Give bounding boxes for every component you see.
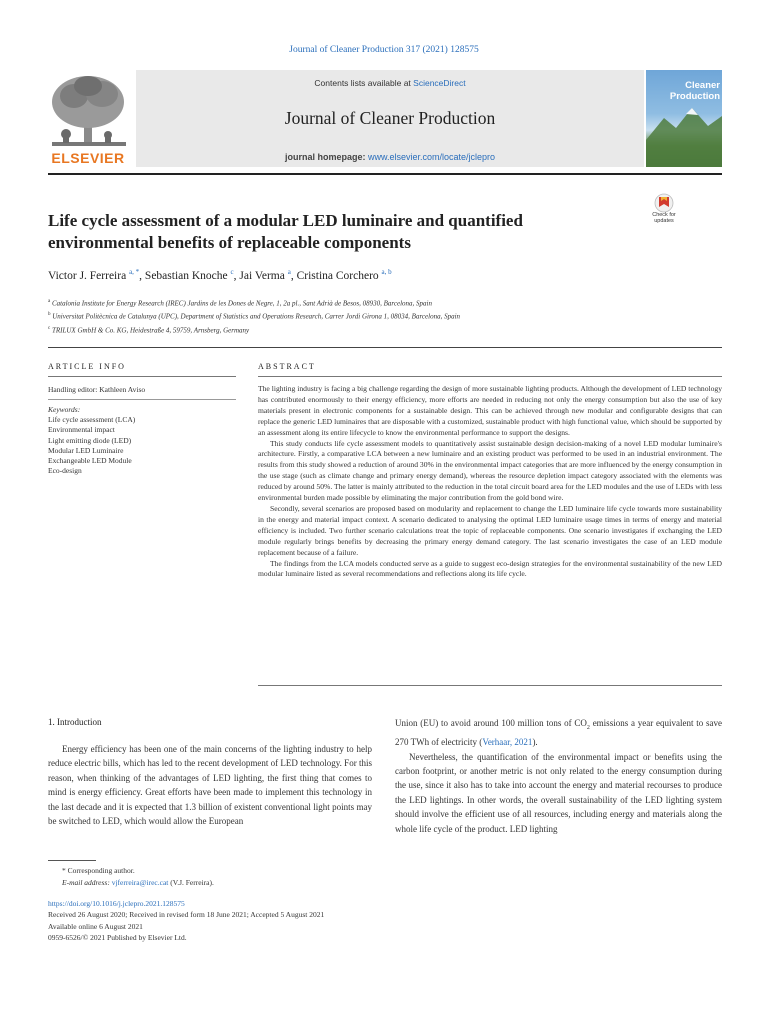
cover-landscape [646,70,722,167]
affiliation-marks[interactable]: a [287,268,291,276]
affiliation-marks[interactable]: a, b [381,268,392,276]
citation-link[interactable]: Verhaar, 2021 [482,737,533,748]
footnotes [48,865,448,888]
publication-info [48,898,548,943]
abstract-rule [258,376,722,377]
keyword-item: Life cycle assessment (LCA) [48,415,136,425]
article-info-heading: ARTICLE INFO [48,362,126,371]
affiliation-marks[interactable]: c [230,268,234,276]
check-for-updates-label[interactable]: Check for updates [652,212,676,224]
contents-availability: Contents lists available at ScienceDirect [314,78,466,88]
keyword-item: Exchangeable LED Module [48,456,132,466]
article-title: Life cycle assessment of a modular LED luminaire and quantified environmental benefits of replaceable components [48,211,523,252]
keywords-heading: Keywords: [48,405,81,414]
author-list: Victor J. Ferreira $^{a, *}$, Sebastian Knoche $^c$, Jai Verma $^a$, Cristina Corchero $^{a, b}$ [48,268,392,282]
body-paragraph: Energy efficiency has been one of the main concerns of the lighting industry to help reduce electric bills, which has led to the recent development of LED technology. For this reason, when thinking of the advantages of LED lighting, the first thing that comes to mind is energy efficiency. Great efforts have been made to implement this technology in the last decade and it is expected that 1.3 billion of existent conventional light points may be switched to LED, which would allow the European [48,744,372,827]
abstract-bottom-rule [258,685,722,686]
keywords-list [48,405,236,476]
body-paragraph: Nevertheless, the quantification of the environmental impact or benefits using the carbon footprint, or another metric is not only related to the energy consumption during the use, since it also has to take into account the energy and material recourses to produce the LED lightings. In other words, the overall sustainability of the LED lighting system should involve the efficient use of all resources, including energy and materials along the whole life cycle of the product. LED lighting [395,751,722,834]
email-link[interactable]: vjferreira@irec.cat [111,877,169,887]
journal-reference-link[interactable]: Journal of Cleaner Production 317 (2021) 128575 [289,45,479,55]
email-note: E-mail address: vjferreira@irec.cat (V.J. Ferreira). [62,877,214,887]
abstract-heading: ABSTRACT [258,362,316,371]
author-name[interactable]: Cristina Corchero [296,269,379,282]
cover-title: Cleaner Production [669,80,720,102]
keyword-item: Environmental impact [48,425,115,435]
introduction-left-column [48,742,372,828]
affiliation-marks[interactable]: a, * [129,268,140,276]
available-online-date: Available online 6 August 2021 [48,921,143,931]
journal-homepage: journal homepage: www.elsevier.com/locate/jclepro [284,152,496,162]
elsevier-wordmark[interactable]: ELSEVIER [51,150,125,166]
doi-link[interactable]: https://doi.org/10.1016/j.jclepro.2021.128575 [48,899,185,908]
header-rule [48,173,722,175]
journal-homepage-link[interactable]: www.elsevier.com/locate/jclepro [367,152,496,162]
affiliations [48,296,708,336]
affiliation-item: $^c$ TRILUX GmbH & Co. KG, Heidestraße 4, 59759, Arnsberg, Germany [48,325,250,334]
article-info-rule [48,376,236,377]
abstract-paragraph: The findings from the LCA models conducted serve as a guide to suggest eco-design strategies for the environmental sustainability of the new LED modular luminaire listed as several recommendations and reflections along its life cycle. [258,558,722,579]
introduction-heading: 1. Introduction [48,717,102,727]
affiliation-item: $^b$ Universitat Politècnica de Catalunya (UPC), Department of Statistics and Operations Research, Carrer Jordi Girona 1, 08034, Barcelona, Spain [48,312,461,321]
footnote-rule [48,860,96,861]
abstract-paragraph: The lighting industry is facing a big challenge regarding the design of more sustainable lighting products. Although the development of LED technology has contributed enormously to their energy efficiency, more efforts are needed in reducing not only the energy consumption but also the use of key materials present in electronic components for a sustainable design. This can be achieved through new modular and configurable designs that can replace the generic LED luminaires that are disposable with a customized, sustainable product with high functional value, which should be supported by an assessment along its entire lifecycle to know the environmental performance to support the designs. [258,384,722,437]
affiliation-item: $^a$ Catalonia Institute for Energy Research (IREC) Jardins de les Dones de Negre, 1, 2a pl., Sant Adrià de Besos, 08930, Barcelona, Spain [48,299,433,308]
abstract-paragraph: This study conducts life cycle assessment models to quantitatively assist sustainable design decision-making of a novel LED modular luminaire's architecture. Firstly, a comparative LCA between a new luminaire and an existing product was performed to be used in an industrial environment. The results from this study showed a reduction of around 30% in the environmental impact categories that are more influenced by the energy consumption in the use stage (such as climate change and primary energy demand), whereas the resource depletion impact category associated with the elements was reduced by around 50%. The latter is mainly attributed to the reduction in the total circuit board area for the LED modules and the use of LEDs with less environmental burden made possible by eliminating the major contribution from the gold bond wire. [258,438,722,503]
handling-editor: Handling editor: Kathleen Aviso [48,385,146,394]
abstract-paragraph: Secondly, several scenarios are proposed based on modularity and replacement to change the LED luminaire life cycle towards more sustainability in the energy and material impact context. A scenario dedicated to analysing the optimal LED luminaire usage times in terms of energy and material efficiency is included. Two further scenario calculations treat the topic of replaceable components. One scenario investigates if exchanging the LED module regularly brings benefits by decreasing the primary energy demand category. The last scenario investigates the case of an LED module replacement because of a failure. [258,503,722,557]
journal-masthead [136,70,644,167]
copyright-line: 0959-6526/© 2021 Published by Elsevier Ltd. [48,932,187,942]
author-name[interactable]: Jai Verma [239,269,285,282]
journal-cover-thumbnail[interactable] [646,70,722,167]
journal-name: Journal of Cleaner Production [284,108,496,128]
journal-header [48,70,722,167]
keyword-item: Eco-design [48,466,82,476]
body-paragraph: Union (EU) to avoid around 100 million tons of $CO_2$ emissions a year equivalent to save 270 TWh of electricity (Verhaar, 2021). [395,718,723,748]
abstract-body [258,384,722,580]
article-info-rule [48,399,236,400]
introduction-right-column [395,716,722,836]
keyword-item: Light emitting diode (LED) [48,435,132,445]
keyword-item: Modular LED Luminaire [48,445,124,455]
corresponding-author-note: * Corresponding author. [62,866,135,875]
author-name[interactable]: Victor J. Ferreira [48,269,127,282]
sciencedirect-link[interactable]: ScienceDirect [413,78,466,88]
received-dates: Received 26 August 2020; Received in revised form 18 June 2021; Accepted 5 August 2021 [48,910,325,920]
author-name[interactable]: Sebastian Knoche [144,269,228,282]
section-rule [48,347,722,348]
